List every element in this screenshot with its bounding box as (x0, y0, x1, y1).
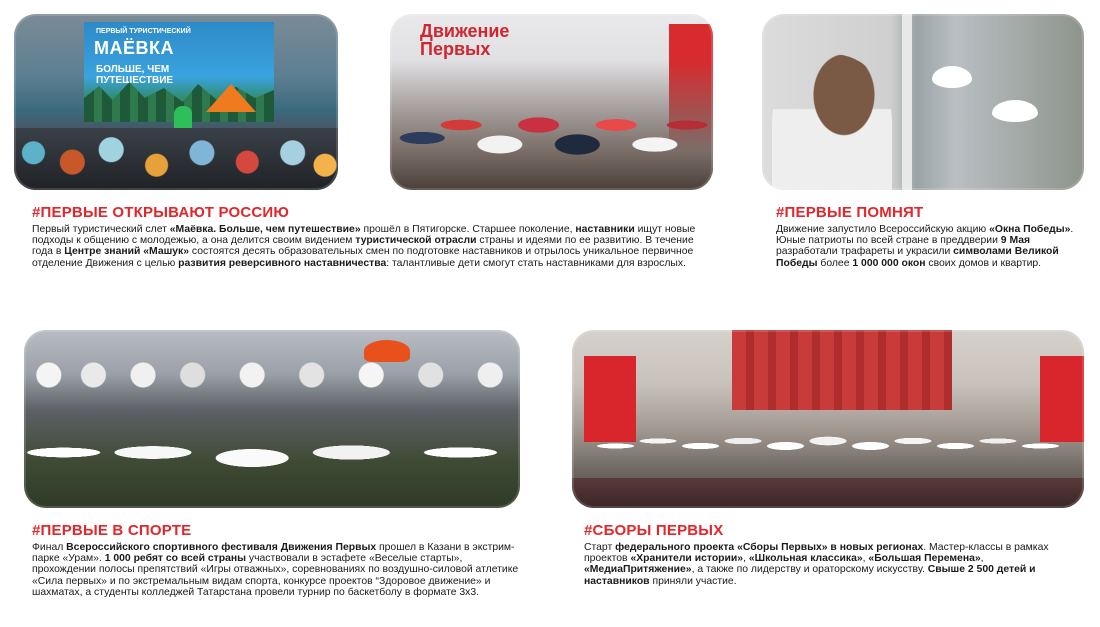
window-frame (902, 14, 912, 190)
section-heading-russia: #ПЕРВЫЕ ОТКРЫВАЮТ РОССИЮ (32, 204, 290, 221)
text-run: прошел в Казани в экстрим-парке «Урам». (32, 542, 515, 565)
right-banner (1040, 356, 1084, 442)
paragraph (776, 224, 1082, 269)
text-run: Движение запустило Всероссийскую акцию (776, 224, 990, 235)
bold-run: символами Великой Победы (776, 246, 1059, 269)
girl-figure (772, 54, 892, 190)
section-text-sport (32, 542, 522, 598)
red-panel (669, 24, 713, 174)
text-run: , (862, 553, 869, 565)
banner-trees (84, 82, 274, 122)
text-run: : талантливые дети смогут стать наставниками для взрослых. (386, 257, 686, 269)
bold-run: наставники (575, 224, 635, 235)
bold-run: 9 Мая (1000, 235, 1031, 247)
banner-tent-icon (206, 84, 256, 112)
paragraph (584, 542, 1074, 587)
text-run: , а также по лидерству и ораторскому искусству. (691, 564, 928, 576)
text-run: , (743, 553, 749, 565)
back-row-people (24, 352, 520, 398)
banner-subtitle: БОЛЬШЕ, ЧЕМ ПУТЕШЕСТВИЕ (96, 64, 174, 86)
text-run: Старт (584, 542, 616, 553)
text-run: состоятся десять образовательных смен по подготовке наставников и отрылось уникальное первичное отделение Движения с целью (32, 246, 694, 269)
bold-run: Всероссийского спортивного фестиваля Движения Первых (66, 542, 377, 553)
movement-sign: Движение Первых (420, 21, 510, 59)
paragraph (32, 542, 522, 598)
stage-curtain (732, 330, 952, 410)
group-photo (390, 14, 713, 190)
section-text-russia (32, 224, 712, 269)
text-run: страны и идеями по ее развитию. В течение года в (32, 235, 694, 258)
text-run: . Юные патриоты по всей стране в преддверии (776, 224, 1074, 247)
stage-floor (572, 478, 1084, 508)
text-run: прошёл в Пятигорске. Старшее поколение, (360, 224, 576, 235)
bold-run: Центре знаний «Машук» (64, 246, 190, 258)
text-run: ищут новые подходы к общению с молодежью, а она делится своим видением (32, 224, 696, 247)
bold-run: «Большая Перемена» (868, 553, 981, 565)
section-heading-sport: #ПЕРВЫЕ В СПОРТЕ (32, 522, 192, 539)
text-run: более (817, 257, 853, 269)
paragraph (32, 224, 712, 269)
section-heading-gatherings: #СБОРЫ ПЕРВЫХ (584, 522, 724, 539)
banner-top-text: ПЕРВЫЙ ТУРИСТИЧЕСКИЙ (96, 28, 191, 35)
section-heading-remember: #ПЕРВЫЕ ПОМНЯТ (776, 204, 924, 221)
gathering-photo (572, 330, 1084, 508)
window-doves-photo (762, 14, 1084, 190)
text-run: , (980, 553, 984, 565)
bold-run: Свыше 2 500 детей и наставников (584, 564, 1036, 587)
audience-crowd (14, 128, 338, 190)
bold-run: «Окна Победы» (989, 224, 1071, 235)
festival-banner (84, 22, 274, 122)
text-run: Первый туристический слет (32, 224, 170, 235)
dove-icon (932, 66, 972, 88)
text-run: разработали трафареты и украсили (776, 246, 954, 258)
text-run: участвовали в эстафете «Веселые старты», прохождении полосы препятствий «Игры отважных», соревнованиях по воздушно-силовой атлетике «Сила первых» и по экстремальным видам спорта, конкурсе проектов “Здоровое движение» и шахматах, а студенты колледжей Татарстана провели турнир по баскетболу в формате 3х3. (32, 553, 519, 598)
text-run: Финал (32, 542, 67, 553)
festival-stage-photo (14, 14, 338, 190)
text-run: своих домов и квартир. (925, 257, 1042, 269)
group-people (390, 60, 713, 190)
bold-run: 1 000 ребят со всей страны (104, 553, 247, 565)
stage-speaker (174, 106, 192, 142)
front-row-people (24, 392, 520, 502)
bold-run: «Маёвка. Больше, чем путешествие» (169, 224, 361, 235)
dove-icon (992, 100, 1038, 122)
bold-run: туристической отрасли (355, 235, 477, 247)
text-run: . Мастер-классы в рамках проектов (584, 542, 1049, 565)
sport-festival-photo (24, 330, 520, 508)
bold-run: 1 000 000 окон (852, 257, 926, 269)
left-banner (584, 356, 636, 442)
bold-run: федерального проекта «Сборы Первых» в новых регионах (615, 542, 924, 553)
section-text-gatherings (584, 542, 1074, 587)
section-text-remember (776, 224, 1082, 269)
bold-run: «МедиаПритяжение» (584, 564, 692, 576)
text-run: приняли участие. (649, 575, 737, 587)
bold-run: развития реверсивного наставничества (178, 257, 387, 269)
banner-title: МАЁВКА (94, 38, 175, 58)
gathering-crowd (592, 386, 1064, 486)
bold-run: «Школьная классика» (748, 553, 863, 565)
bold-run: «Хранители истории» (630, 553, 744, 565)
orange-hat (364, 340, 410, 362)
